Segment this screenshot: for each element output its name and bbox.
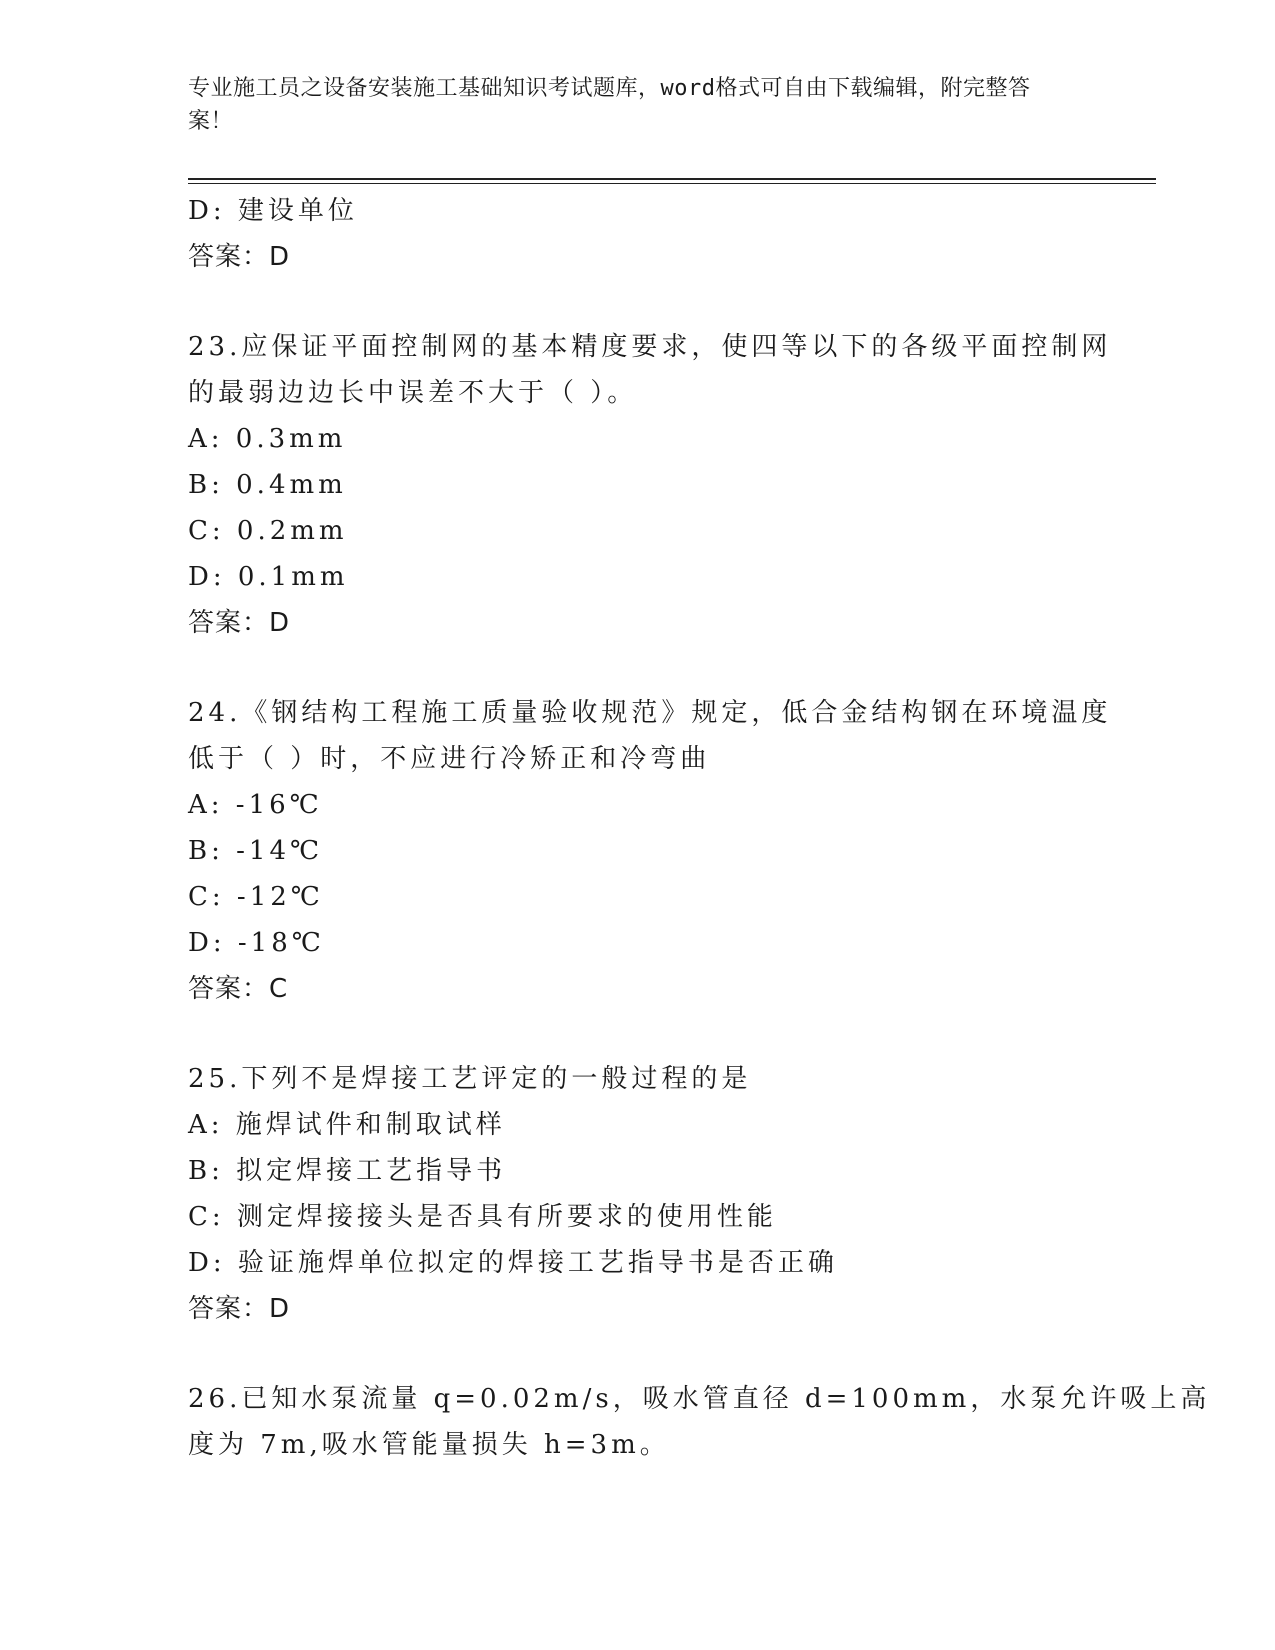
option-b: B: 拟定焊接工艺指导书: [188, 1156, 507, 1186]
option-c: C: 测定焊接接头是否具有所要求的使用性能: [188, 1202, 777, 1232]
question-title-cont: 低于（ ）时，不应进行冷矫正和冷弯曲: [188, 744, 711, 774]
question-26: [188, 1376, 1211, 1468]
option-a: A: 0.3mm: [188, 424, 347, 454]
answer: 答案：D: [188, 1294, 291, 1324]
option-c: C: 0.2mm: [188, 516, 348, 546]
question-24: [188, 690, 1112, 1012]
option-b: B: 0.4mm: [188, 470, 347, 500]
question-title-cont: 度为 7m,吸水管能量损失 h=3m。: [188, 1430, 670, 1460]
option-d: D: 验证施焊单位拟定的焊接工艺指导书是否正确: [188, 1248, 838, 1278]
question-title: 23.应保证平面控制网的基本精度要求，使四等以下的各级平面控制网: [188, 332, 1112, 362]
option-a: A: 施焊试件和制取试样: [188, 1110, 506, 1140]
answer: 答案：D: [188, 608, 291, 638]
header-divider: [188, 178, 1156, 180]
question-25: [188, 1056, 1088, 1332]
question-title: 26.已知水泵流量 q=0.02m/s，吸水管直径 d=100mm，水泵允许吸上高: [188, 1384, 1211, 1414]
question-title: 25.下列不是焊接工艺评定的一般过程的是: [188, 1064, 752, 1094]
document-body: [188, 188, 1211, 1468]
answer: 答案：D: [188, 242, 291, 272]
option-c: C: -12℃: [188, 882, 324, 912]
answer: 答案：C: [188, 974, 289, 1004]
option-d: D: 建设单位: [188, 196, 358, 226]
header-divider-thin: [188, 183, 1156, 184]
question-23: [188, 324, 1112, 646]
page-header: 专业施工员之设备安装施工基础知识考试题库，word格式可自由下载编辑，附完整答案！: [188, 76, 1031, 134]
question-title: 24.《钢结构工程施工质量验收规范》规定，低合金结构钢在环境温度: [188, 698, 1112, 728]
option-a: A: -16℃: [188, 790, 323, 820]
question-title-cont: 的最弱边边长中误差不大于（ ）。: [188, 378, 638, 408]
option-d: D: 0.1mm: [188, 562, 349, 592]
option-b: B: -14℃: [188, 836, 324, 866]
option-d: D: -18℃: [188, 928, 325, 958]
